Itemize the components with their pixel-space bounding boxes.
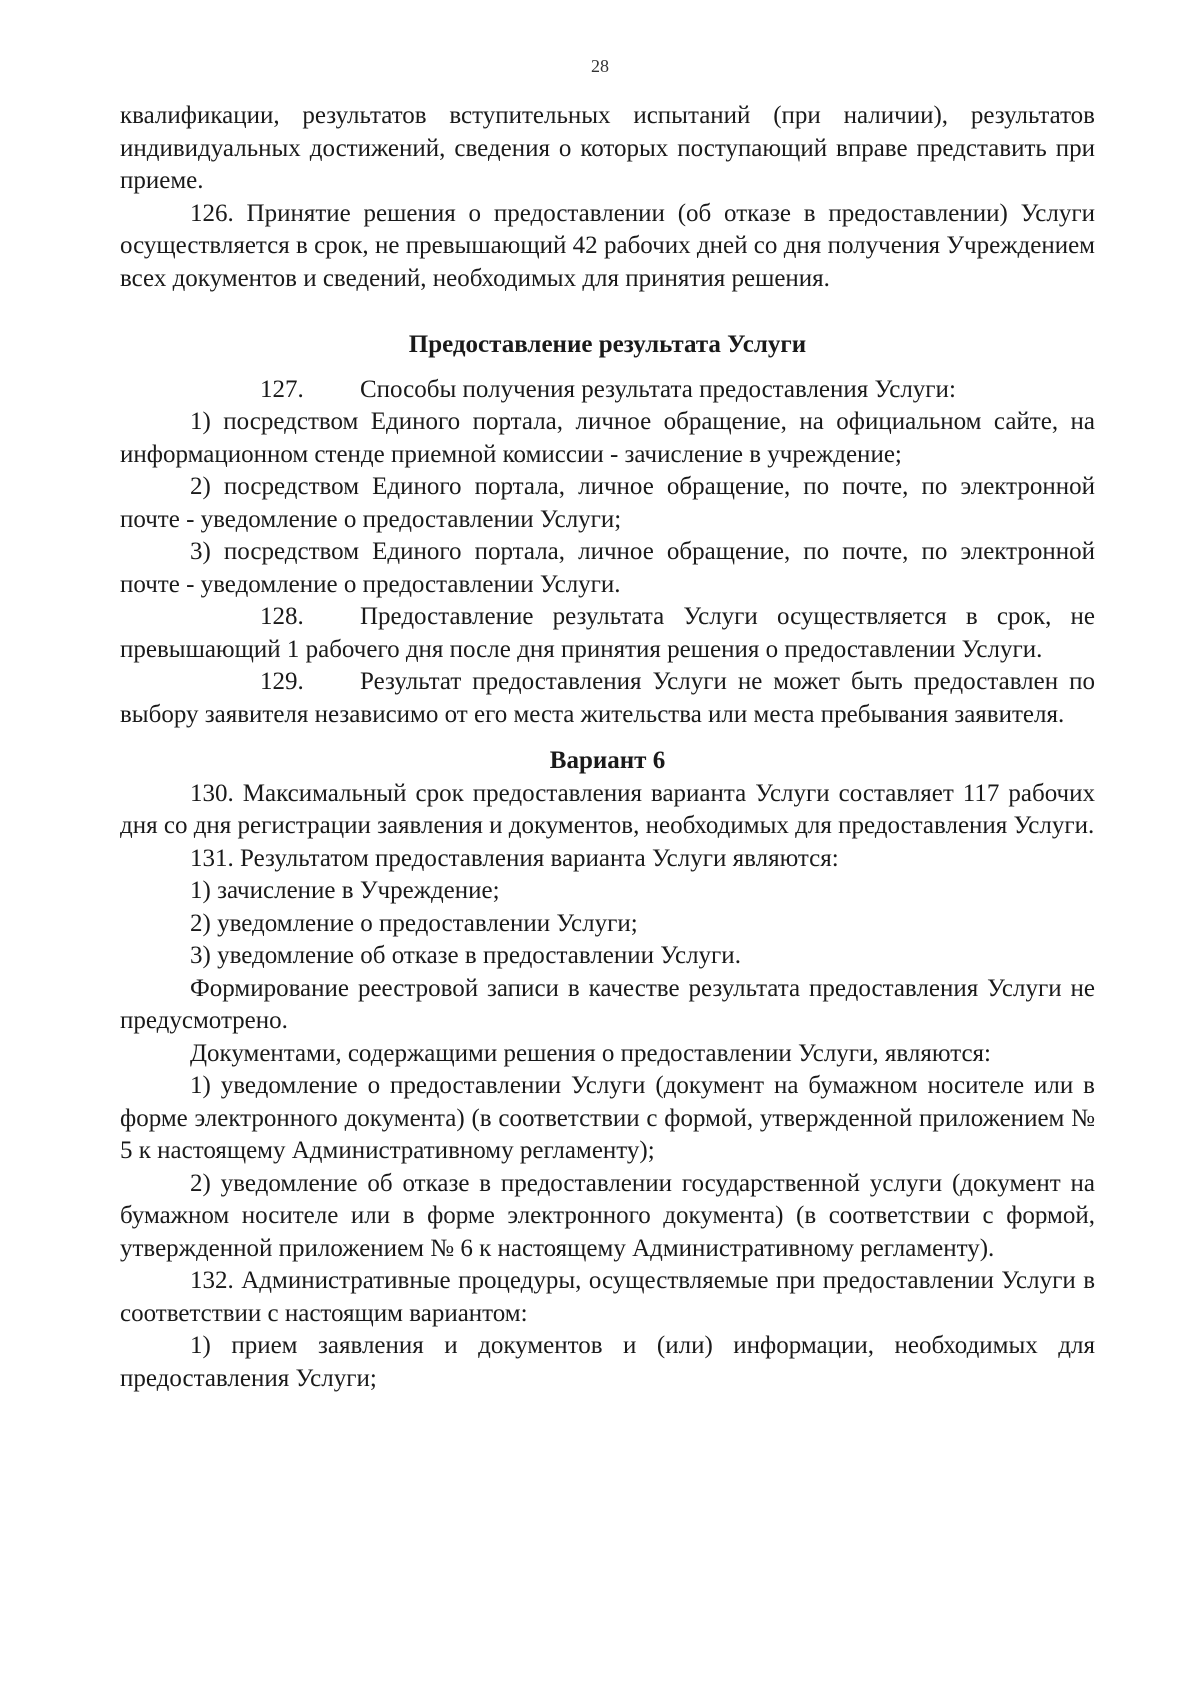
paragraph-129-number: 129. [260,668,304,695]
section-heading-variant-6: Вариант 6 [549,747,666,774]
paragraph-131: 131. Результатом предоставления варианта Услуги являются: [190,844,839,872]
paragraph-132-item-1: 1) прием заявления и документов и (или) информации, необходимых для предоставления Услуги; [120,1332,1095,1392]
paragraph-127-item-1: 1) посредством Единого портала, личное обращение, на официальном сайте, на информационном стенде приемной комиссии - зачисление в учреждение; [120,408,1095,468]
paragraph-131-item-3: 3) уведомление об отказе в предоставлении Услуги. [190,942,741,969]
page-number: 28 [591,56,609,76]
paragraph-131-item-1: 1) зачисление в Учреждение; [190,877,500,904]
section-heading-result: Предоставление результата Услуги [408,331,807,358]
paragraph-128-text: Предоставление результата Услуги осуществляется в срок, не превышающий 1 рабочего дня после дня принятия решения о предоставлении Услуги. [120,603,1095,663]
paragraph-129 [120,666,1095,731]
paragraph-126: 126. Принятие решения о предоставлении (об отказе в предоставлении) Услуги осуществляется в срок, не превышающий 42 рабочих дней со дня получения Учреждением всех документов и сведений, необходимых для принятия решения. [120,199,1095,292]
paragraph-128-number: 128. [260,603,304,630]
paragraph-127 [120,374,1095,407]
paragraph-127-text: Способы получения результата предоставления Услуги: [360,375,956,403]
paragraph-132: 132. Административные процедуры, осуществляемые при предоставлении Услуги в соответствии с настоящим вариантом: [120,1267,1095,1327]
paragraph-130: 130. Максимальный срок предоставления варианта Услуги составляет 117 рабочих дня со дня регистрации заявления и документов, необходимых для предоставления Услуги. [120,779,1095,839]
paragraph-intro: квалификации, результатов вступительных испытаний (при наличии), результатов индивидуальных достижений, сведения о которых поступающий вправе представить при приеме. [120,102,1095,194]
paragraph-registry: Формирование реестровой записи в качестве результата предоставления Услуги не предусмотрено. [120,974,1095,1034]
paragraph-documents-item-2: 2) уведомление об отказе в предоставлении государственной услуги (документ на бумажном носителе или в форме электронного документа) (в соответствии с формой, утвержденной приложением № 6 к настоящему Административному регламенту). [120,1169,1095,1262]
paragraph-129-text: Результат предоставления Услуги не может быть предоставлен по выбору заявителя независимо от его места жительства или места пребывания заявителя. [120,668,1095,728]
paragraph-127-item-2: 2) посредством Единого портала, личное обращение, по почте, по электронной почте - уведомление о предоставлении Услуги; [120,473,1095,533]
paragraph-documents: Документами, содержащими решения о предоставлении Услуги, являются: [190,1039,991,1067]
document-body [120,100,1095,1395]
paragraph-127-item-3: 3) посредством Единого портала, личное обращение, по почте, по электронной почте - уведомление о предоставлении Услуги. [120,538,1095,598]
paragraph-documents-item-1: 1) уведомление о предоставлении Услуги (документ на бумажном носителе или в форме электронного документа) (в соответствии с формой, утвержденной приложением № 5 к настоящему Административному регламенту); [120,1072,1095,1164]
paragraph-131-item-2: 2) уведомление о предоставлении Услуги; [190,909,638,937]
paragraph-128 [120,601,1095,666]
paragraph-127-number: 127. [260,375,304,403]
